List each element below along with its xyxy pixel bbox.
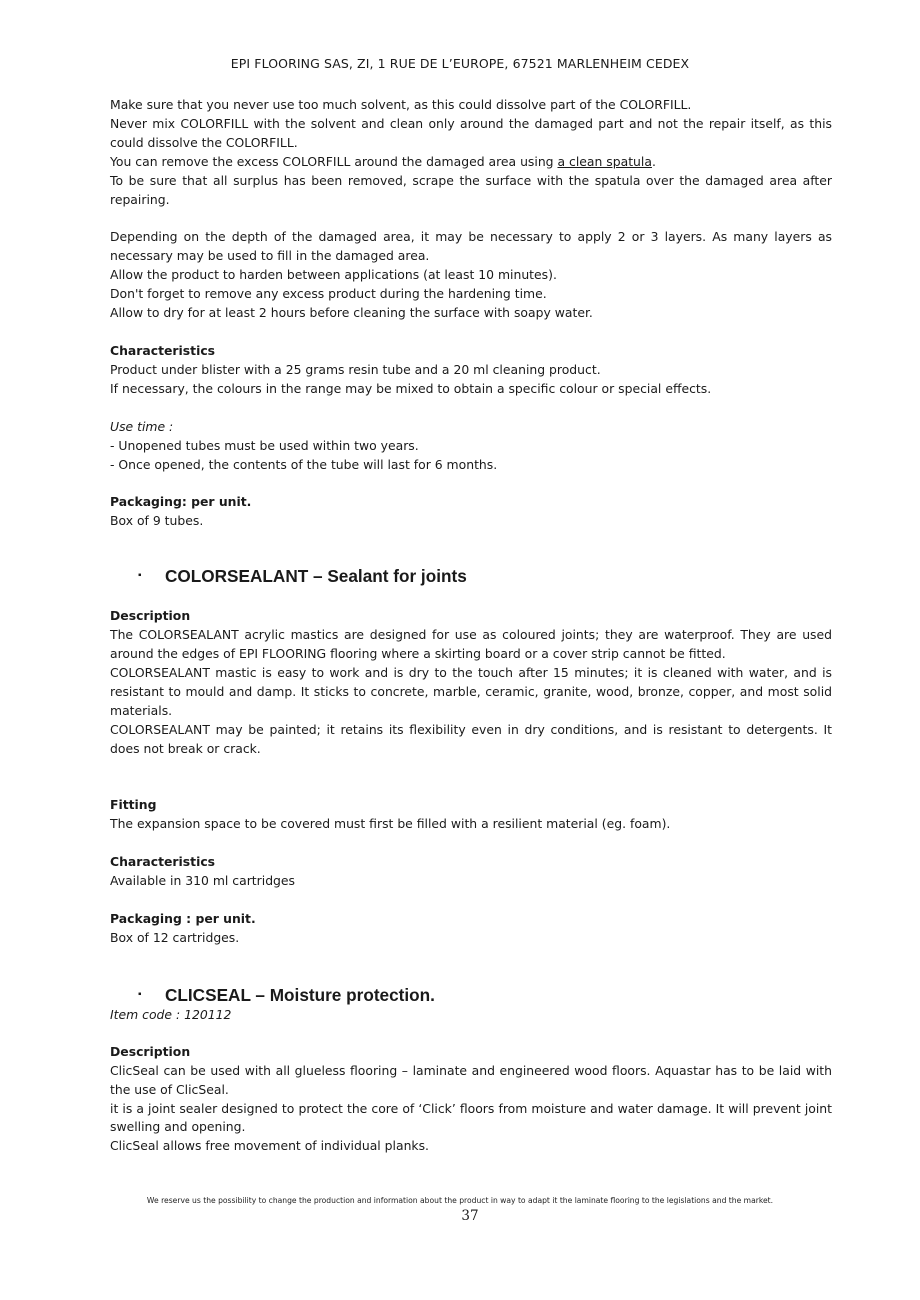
section-title-text: CLICSEAL – Moisture protection. — [165, 984, 435, 1005]
underlined-text: a clean spatula — [557, 153, 652, 169]
paragraph: COLORSEALANT mastic is easy to work and is dry to the touch after 15 minutes; it is cleaned with water, and is resistant to mould and damp. It sticks to concrete, marble, ceramic, granite, wood, bronze, copper, and most solid materials. — [110, 664, 832, 718]
fitting-heading: Fitting — [110, 797, 157, 813]
paragraph — [110, 153, 832, 172]
paragraph: Never mix COLORFILL with the solvent and clean only around the damaged part and not the repair itself, as this could dissolve the COLORFILL. — [110, 115, 832, 150]
page-number: 37 — [461, 1208, 479, 1224]
paragraph: ClicSeal can be used with all glueless flooring – laminate and engineered wood floors. Aquastar has to be laid with the use of ClicSeal. — [110, 1062, 832, 1097]
paragraph: Make sure that you never use too much solvent, as this could dissolve part of the COLORFILL. — [110, 97, 692, 112]
section-title-text: COLORSEALANT – Sealant for joints — [165, 566, 467, 587]
page-footer: We reserve us the possibility to change the production and information about the product in way to adapt it the laminate flooring to the legislations and the market. — [146, 1196, 774, 1205]
paragraph: ClicSeal allows free movement of individual planks. — [110, 1138, 429, 1154]
list-item: - Once opened, the contents of the tube will last for 6 months. — [110, 456, 498, 472]
characteristics-heading: Characteristics — [110, 854, 216, 870]
list-item: - Unopened tubes must be used within two years. — [110, 437, 419, 453]
paragraph: To be sure that all surplus has been removed, scrape the surface with the spatula over the damaged area after repairing. — [110, 172, 832, 207]
paragraph: Product under blister with a 25 grams resin tube and a 20 ml cleaning product. — [110, 361, 601, 377]
paragraph: Available in 310 ml cartridges — [110, 873, 295, 889]
paragraph: Box of 12 cartridges. — [110, 930, 240, 945]
document-body — [110, 96, 832, 1156]
packaging-heading: Packaging: per unit. — [110, 494, 252, 510]
paragraph: Allow to dry for at least 2 hours before cleaning the surface with soapy water. — [110, 305, 593, 321]
paragraph: If necessary, the colours in the range may be mixed to obtain a specific colour or special effects. — [110, 380, 712, 396]
clicseal-section-title — [138, 984, 832, 1006]
page-header: EPI FLOORING SAS, ZI, 1 RUE DE L’EUROPE, 67521 MARLENHEIM CEDEX — [230, 56, 690, 71]
paragraph: The COLORSEALANT acrylic mastics are designed for use as coloured joints; they are waterproof. They are used around the edges of EPI FLOORING flooring where a skirting board or a cover strip cannot be fitted. — [110, 627, 832, 662]
paragraph: it is a joint sealer designed to protect the core of ‘Click’ floors from moisture and water damage. It will prevent joint swelling and opening. — [110, 1100, 832, 1135]
description-heading: Description — [110, 608, 191, 624]
paragraph: Depending on the depth of the damaged area, it may be necessary to apply 2 or 3 layers. As many layers as necessary may be used to fill in the damaged area. — [110, 229, 832, 264]
description-heading: Description — [110, 1043, 191, 1059]
use-time-heading: Use time : — [110, 418, 174, 434]
paragraph: Allow the product to harden between applications (at least 10 minutes). — [110, 267, 557, 283]
paragraph: The expansion space to be covered must first be filled with a resilient material (eg. foam). — [110, 816, 671, 832]
square-bullet-icon: ▪ — [138, 988, 142, 1000]
text: . — [651, 153, 656, 169]
paragraph: COLORSEALANT may be painted; it retains its flexibility even in dry conditions, and is resistant to detergents. It does not break or crack. — [110, 721, 832, 756]
characteristics-heading: Characteristics — [110, 342, 216, 358]
paragraph: Box of 9 tubes. — [110, 513, 204, 529]
packaging-heading: Packaging : per unit. — [110, 911, 256, 927]
square-bullet-icon: ▪ — [138, 570, 142, 582]
item-code: Item code : 120112 — [110, 1006, 232, 1022]
paragraph: Don't forget to remove any excess product during the hardening time. — [110, 286, 547, 302]
colorsealant-section-title — [138, 565, 832, 587]
text: You can remove the excess COLORFILL around the damaged area using — [110, 153, 558, 169]
